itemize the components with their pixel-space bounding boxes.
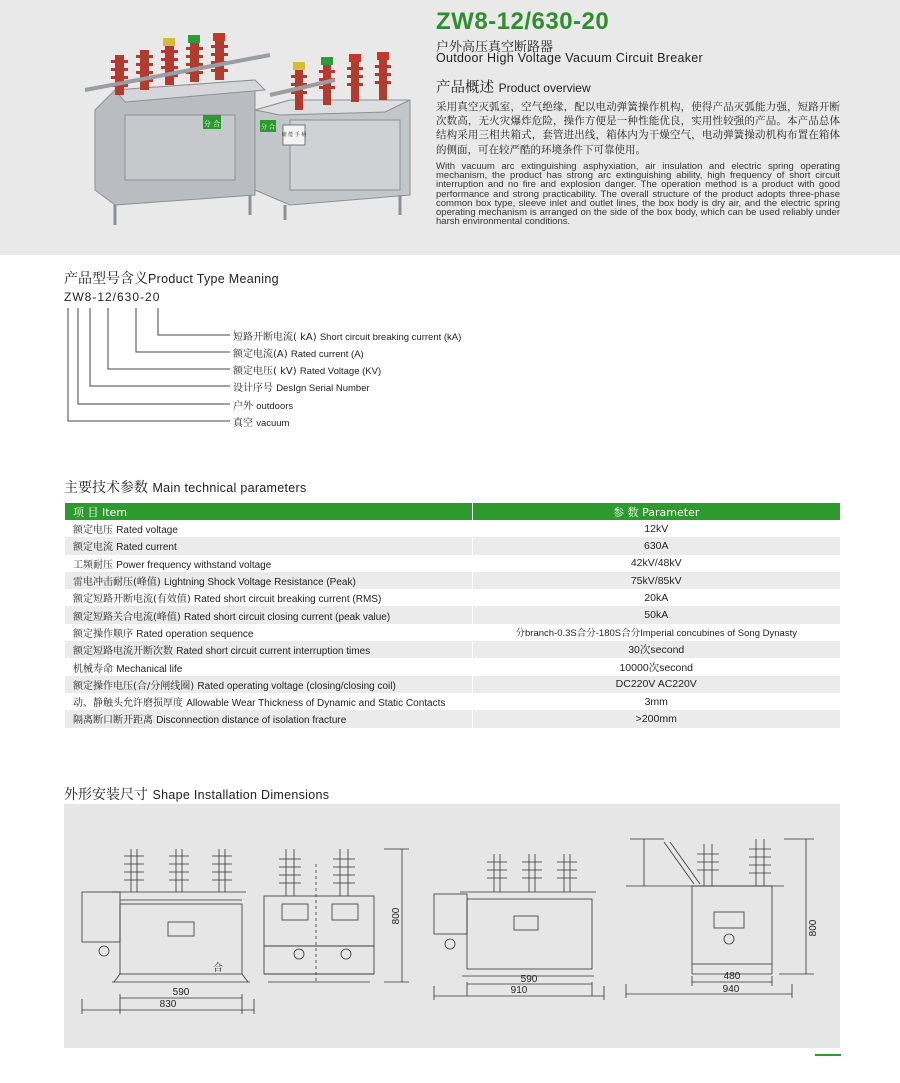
table-row bbox=[65, 606, 840, 623]
row-value: 12kV bbox=[472, 520, 840, 537]
parameter-table bbox=[65, 503, 840, 728]
overview-text-en: With vacuum arc extinguishing asphyxiation, air insulation and electric spring operating mechanism, the product has strong arc extinguishing ability, high frequency of short circuit interruption and no fire and explosion danger. The operation method is a product with good performance and strong practicability. The overall structure of the product adopts three-phase common box type, sleeve inlet and outlet lines, the box body is dry air, and the electric spring operating mechanism is arranged on the side of the box body, which can be used reliably under harsh environmental conditions. bbox=[436, 161, 840, 228]
product-title-en: Outdoor High Voltage Vacuum Circuit Breaker bbox=[436, 51, 703, 65]
type-item-design-serial: 设计序号 DesIgn Serial Number bbox=[233, 383, 370, 394]
row-label: 额定电压 Rated voltage bbox=[73, 525, 178, 537]
table-row bbox=[65, 572, 840, 589]
overview-text-cn: 采用真空灭弧室，空气绝缘，配以电动弹簧操作机构，使得产品灭弧能力强，短路开断次数高，无火灾爆炸危险，操作方便是一种性能优良，实用性较强的产品。本产品总体结构采用三相共箱式，套管进出线，箱体内为干燥空气，电动弹簧操动机构布置在箱体的侧面，可在较严酷的环境条件下可靠使用。 bbox=[436, 101, 840, 156]
row-value: 630A bbox=[472, 537, 840, 554]
type-item-rated-voltage: 额定电压( kV) Rated Voltage (KV) bbox=[233, 366, 382, 377]
row-value: 3mm bbox=[472, 693, 840, 710]
dim-label-800-a: 800 bbox=[391, 907, 402, 925]
dimension-drawings-panel bbox=[64, 804, 840, 1048]
type-code: ZW8-12/630-20 bbox=[64, 290, 161, 304]
type-item-rated-current: 额定电流(A) Rated current (A) bbox=[233, 349, 364, 360]
table-row bbox=[65, 658, 840, 675]
row-label: 动、静触头允许磨损厚度 Allowable Wear Thickness of Dynamic and Static Contacts bbox=[73, 698, 446, 710]
dimensions-heading-cn: 外形安装尺寸 bbox=[64, 787, 148, 803]
table-row bbox=[65, 624, 840, 641]
dimensions-heading-en: Shape Installation Dimensions bbox=[152, 788, 330, 802]
row-value: 75kV/85kV bbox=[472, 572, 840, 589]
type-item-vacuum: 真空 vacuum bbox=[233, 418, 290, 429]
svg-text:分 合: 分 合 bbox=[261, 124, 275, 131]
row-label: 隔离断口断开距离 Disconnection distance of isolation fracture bbox=[65, 710, 472, 727]
type-breakdown-lines bbox=[60, 300, 235, 430]
breaker-right-illustration bbox=[255, 52, 410, 220]
dim-label-590-a: 590 bbox=[172, 987, 190, 998]
table-row bbox=[65, 589, 840, 606]
row-label: 额定操作顺序 Rated operation sequence bbox=[73, 628, 254, 640]
type-meaning-heading-en: Product Type Meaning bbox=[148, 272, 279, 286]
drawing-front-view-2 bbox=[434, 854, 604, 1000]
model-title: ZW8-12/630-20 bbox=[436, 8, 610, 35]
row-label: 额定短路关合电流(峰值) Rated short circuit closing current (peak value) bbox=[65, 606, 472, 623]
dim-label-590-b: 590 bbox=[520, 974, 538, 985]
row-label: 额定操作电压(合/分闸线圈) Rated operating voltage (closing/closing coil) bbox=[65, 676, 472, 693]
overview-heading-en: Product overview bbox=[498, 81, 591, 95]
breaker-left-illustration bbox=[85, 33, 270, 225]
row-label: 额定短路电流开断次数 Rated short circuit current interruption times bbox=[65, 641, 472, 658]
table-header-row bbox=[65, 503, 840, 520]
type-meaning-heading bbox=[64, 268, 279, 288]
row-value: >200mm bbox=[472, 710, 840, 727]
row-label: 工频耐压 Power frequency withstand voltage bbox=[73, 559, 272, 571]
column-header-item: 项 目 Item bbox=[65, 503, 472, 520]
row-value: 20kA bbox=[472, 589, 840, 606]
svg-text:分 合: 分 合 bbox=[203, 120, 221, 128]
type-item-outdoors: 户外 outdoors bbox=[233, 401, 294, 412]
table-row bbox=[65, 520, 840, 537]
params-heading-cn: 主要技术参数 bbox=[64, 480, 148, 496]
drawing-side-view bbox=[264, 849, 409, 984]
row-label: 雷电冲击耐压(峰值) Lightning Shock Voltage Resistance (Peak) bbox=[65, 572, 472, 589]
params-heading bbox=[64, 477, 307, 497]
dim-label-910: 910 bbox=[510, 985, 528, 996]
table-row bbox=[65, 710, 840, 727]
dim-label-800-b: 800 bbox=[808, 919, 819, 937]
product-header bbox=[0, 0, 900, 255]
overview-heading-cn: 产品概述 bbox=[436, 80, 494, 96]
dimension-drawings bbox=[64, 804, 840, 1048]
dim-label-480: 480 bbox=[723, 971, 741, 982]
params-heading-en: Main technical parameters bbox=[152, 481, 307, 495]
table-row bbox=[65, 641, 840, 658]
corner-accent-line bbox=[815, 1054, 841, 1056]
drawing-side-view-2 bbox=[626, 839, 814, 998]
dimensions-heading bbox=[64, 784, 329, 804]
table-row bbox=[65, 693, 840, 710]
row-value: 30次second bbox=[472, 641, 840, 658]
type-meaning-heading-cn: 产品型号含义 bbox=[64, 271, 148, 287]
overview-heading bbox=[436, 76, 591, 97]
product-photo bbox=[55, 20, 425, 240]
svg-text:储 能 手 柄: 储 能 手 柄 bbox=[281, 132, 307, 138]
table-row bbox=[65, 537, 840, 554]
dim-label-830: 830 bbox=[159, 999, 177, 1010]
dim-label-940: 940 bbox=[722, 984, 740, 995]
row-label: 机械寿命 Mechanical life bbox=[73, 663, 183, 675]
row-label: 额定电流 Rated current bbox=[65, 537, 472, 554]
table-row bbox=[65, 555, 840, 572]
row-value: 10000次second bbox=[472, 658, 840, 675]
drawing-front-view bbox=[82, 849, 254, 1014]
row-value: DC220V AC220V bbox=[472, 676, 840, 693]
row-value: 50kA bbox=[472, 606, 840, 623]
table-row bbox=[65, 676, 840, 693]
open-close-tag-drawing: 合 bbox=[213, 963, 223, 974]
column-header-parameter: 参 数 Parameter bbox=[472, 503, 840, 520]
row-value: 42kV/48kV bbox=[472, 555, 840, 572]
product-title-cn: 户外高压真空断路器 bbox=[436, 40, 554, 55]
type-item-breaking-current: 短路开断电流( kA) Short circuit breaking current (kA) bbox=[233, 332, 462, 343]
row-value: 分branch-0.3S合分-180S合分Imperial concubines of Song Dynasty bbox=[472, 624, 840, 641]
row-label: 额定短路开断电流(有效值) Rated short circuit breaking current (RMS) bbox=[73, 594, 382, 606]
